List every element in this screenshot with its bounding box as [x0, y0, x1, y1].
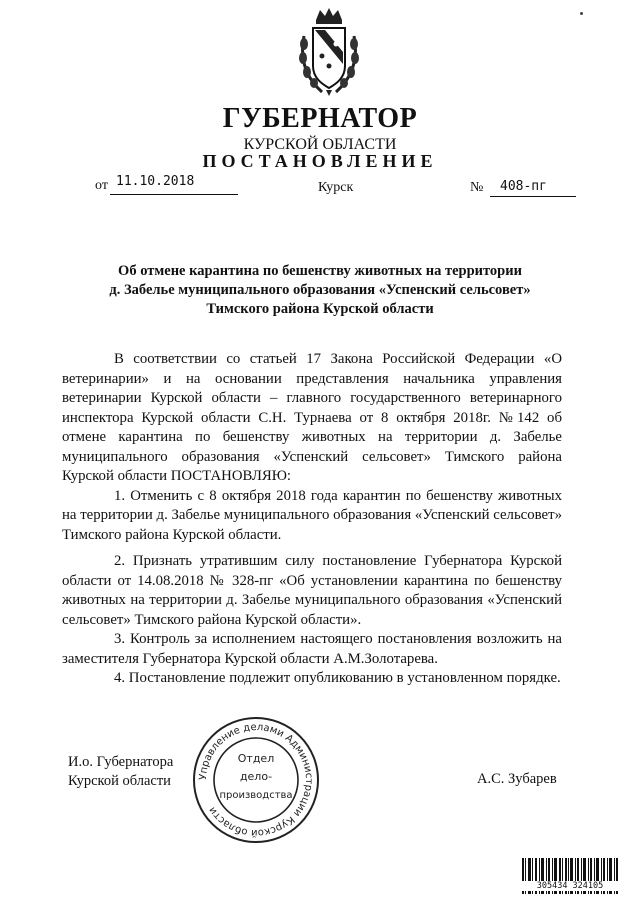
document-title	[0, 262, 640, 319]
date-underline	[110, 194, 238, 195]
document-date: 11.10.2018	[116, 174, 195, 189]
document-title-line: Об отмене карантина по бешенству животных на территории	[118, 263, 522, 279]
document-body	[62, 350, 562, 689]
office-stamp	[190, 714, 322, 846]
signer-name: А.С. Зубарев	[477, 771, 557, 787]
document-title-line: Тимского района Курской области	[206, 301, 434, 317]
document-title-line: д. Забелье муниципального образования «Успенский сельсовет»	[109, 282, 531, 298]
number-underline	[490, 196, 576, 197]
date-prefix: от	[95, 178, 108, 193]
governor-heading: ГУБЕРНАТОР	[222, 103, 418, 134]
stamp-center-line: дело-	[239, 770, 273, 783]
stamp-center-line: производства	[219, 790, 293, 801]
document-number: 408-пг	[500, 179, 547, 194]
decree-item-4: 4. Постановление подлежит опубликованию в установленном порядке.	[114, 670, 561, 686]
document-city: Курск	[318, 180, 354, 195]
signer-position-line: Курской области	[68, 773, 171, 789]
decree-item-3: 3. Контроль за исполнением настоящего постановления возложить на заместителя Губернатора Курской области А.М.Золотарева.	[62, 631, 562, 667]
signer-position	[68, 753, 173, 791]
document-type-heading: ПОСТАНОВЛЕНИЕ	[202, 151, 438, 171]
number-sign: №	[470, 180, 484, 195]
decree-item-1: 1. Отменить с 8 октября 2018 года карантин по бешенству животных на территории д. Забелье муниципального образования «Успенский сельсовет» Тимского района Курской области.	[62, 487, 562, 543]
speck-mark	[580, 12, 583, 15]
preamble-paragraph: В соответствии со статьей 17 Закона Российской Федерации «О ветеринарии» и на основании представления начальника управления ветеринарии Курской области – главного государственного ветеринарного инспектора Курской области С.Н. Турнаева от 8 октября 2018г. №142 об отмене карантина по бешенству животных на территории д. Забелье муниципального образования «Успенский сельсовет» Тимского района Курской области ПОСТАНОВЛЯЮ:	[62, 351, 562, 484]
region-heading: КУРСКОЙ ОБЛАСТИ	[243, 136, 397, 153]
coat-of-arms-icon	[298, 6, 360, 98]
stamp-ring-text: Управление делами Администрации Курской области	[197, 721, 315, 839]
signer-position-line: И.о. Губернатора	[68, 754, 174, 770]
barcode-number: 305434 324105	[522, 881, 618, 891]
stamp-center-line: Отдел	[237, 752, 275, 765]
decree-item-2: 2. Признать утратившим силу постановление Губернатора Курской области от 14.08.2018 № 328-пг «Об установлении карантина по бешенству животных на территории д. Забелье муниципального образования «Успенский сельсовет» Тимского района Курской области».	[62, 553, 562, 628]
